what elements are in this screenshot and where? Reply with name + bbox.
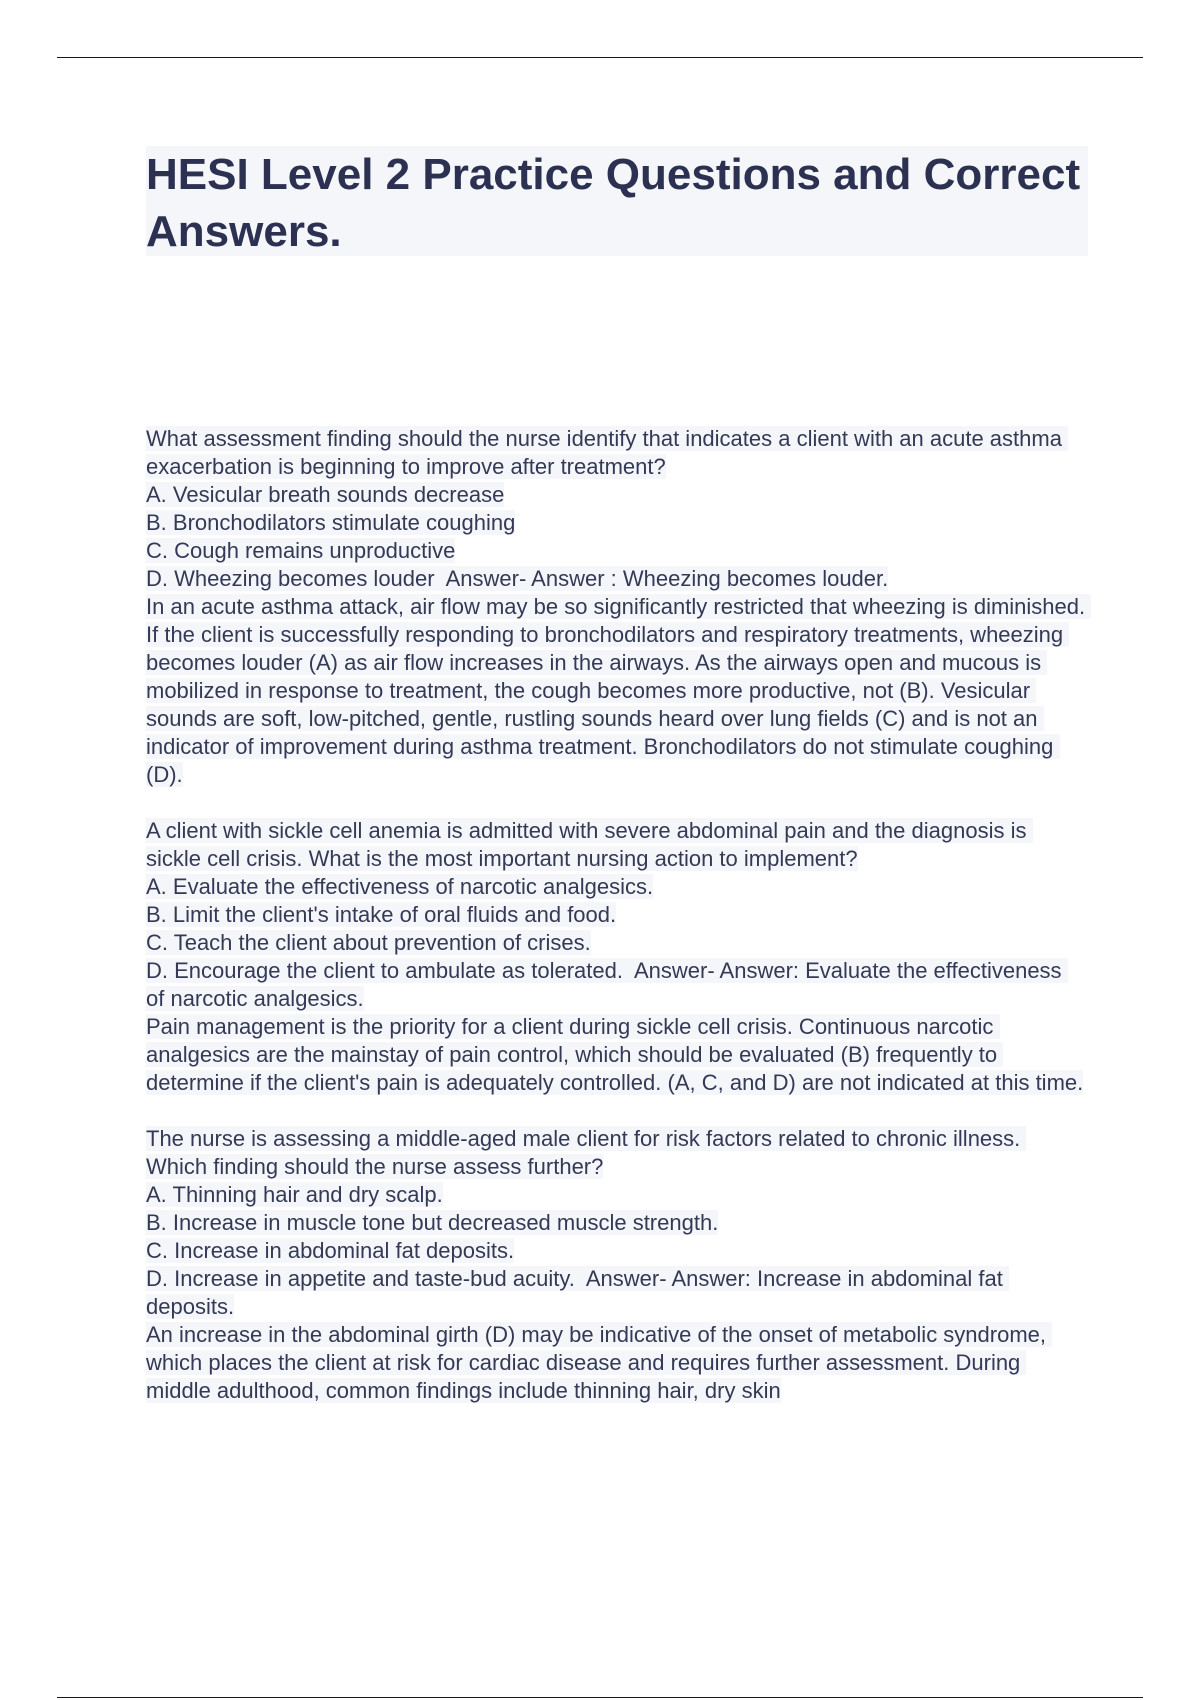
answer-rationale: Pain management is the priority for a client during sickle cell crisis. Continuous narcotic analgesics are the mainstay of pain control, which should be evaluated (B) frequently to determine if the client's pain is adequately controlled. (A, C, and D) are not indicated at this time. (146, 1014, 1084, 1095)
answer-option-a: A. Evaluate the effectiveness of narcotic analgesics. (146, 874, 654, 899)
question-stem: What assessment finding should the nurse identify that indicates a client with an acute asthma exacerbation is beginning to improve after treatment? (146, 426, 1069, 479)
question-block-3 (146, 1125, 1086, 1405)
answer-option-b: B. Bronchodilators stimulate coughing (146, 510, 516, 535)
document-body (146, 425, 1092, 1433)
answer-option-d: D. Wheezing becomes louder Answer- Answer : Wheezing becomes louder. (146, 566, 889, 591)
answer-option-d: D. Increase in appetite and taste-bud acuity. Answer- Answer: Increase in abdominal fat deposits. (146, 1266, 1009, 1319)
answer-option-b: B. Limit the client's intake of oral fluids and food. (146, 902, 617, 927)
answer-option-c: C. Teach the client about prevention of crises. (146, 930, 591, 955)
answer-rationale: In an acute asthma attack, air flow may be so significantly restricted that wheezing is diminished. If the client is successfully responding to bronchodilators and respiratory treatments, wheezing becomes louder (A) as air flow increases in the airways. As the airways open and mucous is mobilized in response to treatment, the cough becomes more productive, not (B). Vesicular sounds are soft, low-pitched, gentle, rustling sounds heard over lung fields (C) and is not an indicator of improvement during asthma treatment. Bronchodilators do not stimulate coughing (D). (146, 594, 1092, 787)
document-title: HESI Level 2 Practice Questions and Correct Answers. (146, 150, 1081, 256)
question-stem: A client with sickle cell anemia is admitted with severe abdominal pain and the diagnosis is sickle cell crisis. What is the most important nursing action to implement? (146, 818, 1033, 871)
answer-option-b: B. Increase in muscle tone but decreased muscle strength. (146, 1210, 719, 1235)
answer-option-d: D. Encourage the client to ambulate as tolerated. Answer- Answer: Evaluate the effectiveness of narcotic analgesics. (146, 958, 1068, 1011)
answer-option-c: C. Cough remains unproductive (146, 538, 456, 563)
answer-option-a: A. Vesicular breath sounds decrease (146, 482, 505, 507)
question-block-1 (146, 425, 1092, 789)
question-stem: The nurse is assessing a middle-aged male client for risk factors related to chronic illness. Which finding should the nurse assess further? (146, 1126, 1027, 1179)
answer-rationale: An increase in the abdominal girth (D) may be indicative of the onset of metabolic syndrome, which places the client at risk for cardiac disease and requires further assessment. During middle adulthood, common findings include thinning hair, dry skin (146, 1322, 1053, 1403)
answer-option-a: A. Thinning hair and dry scalp. (146, 1182, 443, 1207)
answer-option-c: C. Increase in abdominal fat deposits. (146, 1238, 515, 1263)
top-rule (57, 57, 1143, 58)
question-block-2 (146, 817, 1086, 1097)
bottom-rule (57, 1697, 1143, 1698)
